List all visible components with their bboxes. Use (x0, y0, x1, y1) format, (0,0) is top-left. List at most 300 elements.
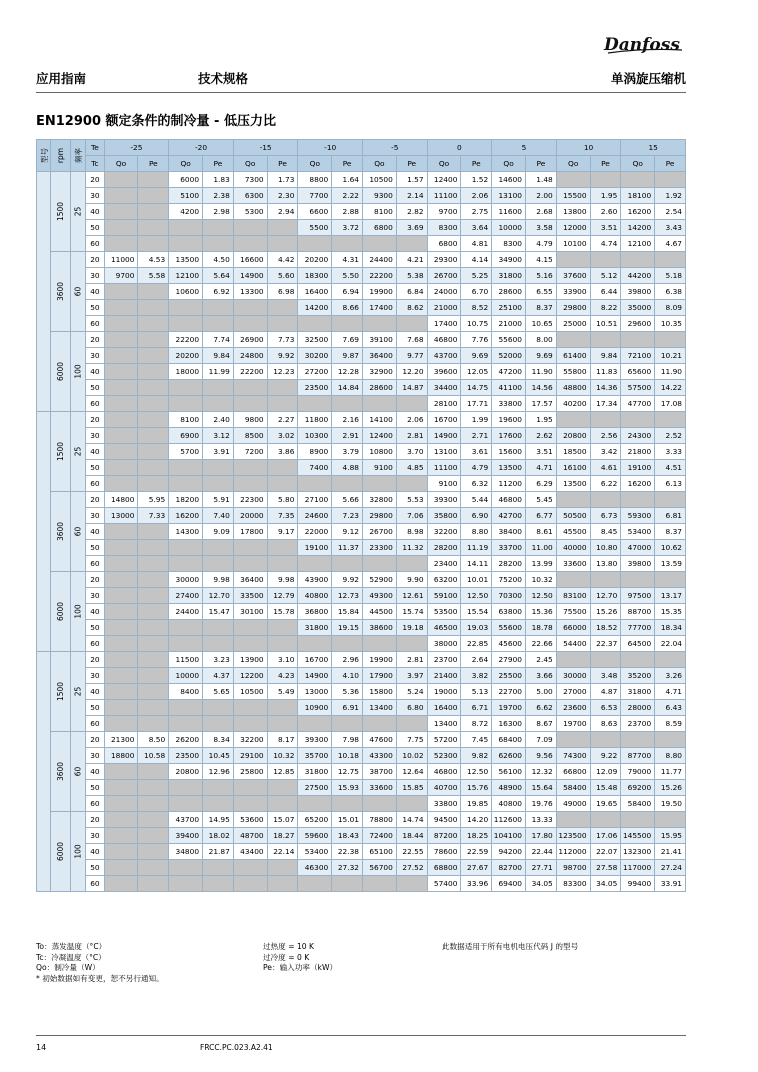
tc-cell: 20 (86, 732, 104, 748)
no-data-cell (267, 716, 298, 732)
no-data-cell (267, 556, 298, 572)
header-row-tc (37, 156, 686, 172)
qo-cell: 35700 (298, 748, 332, 764)
qo-cell: 46500 (427, 620, 461, 636)
pe-cell: 11.83 (590, 364, 621, 380)
table-row (37, 540, 686, 556)
tc-cell: 60 (86, 876, 104, 892)
qo-cell: 58400 (556, 780, 590, 796)
pe-cell: 8.98 (396, 524, 427, 540)
table-row (37, 588, 686, 604)
no-data-cell (363, 876, 397, 892)
pe-cell: 12.75 (332, 764, 363, 780)
pe-cell: 19.65 (590, 796, 621, 812)
no-data-cell (267, 636, 298, 652)
qo-cell: 22200 (169, 332, 203, 348)
table-row (37, 732, 686, 748)
qo-cell: 19100 (298, 540, 332, 556)
tc-label: Tc (86, 156, 104, 172)
qo-cell: 32200 (427, 524, 461, 540)
table-row (37, 204, 686, 220)
qo-cell: 57200 (427, 732, 461, 748)
pe-cell: 3.58 (526, 220, 557, 236)
pe-cell: 8.62 (396, 300, 427, 316)
qo-cell: 41100 (492, 380, 526, 396)
pe-cell: 4.50 (203, 252, 234, 268)
pe-cell: 8.80 (461, 524, 492, 540)
no-data-cell (332, 316, 363, 332)
table-row (37, 860, 686, 876)
qo-cell: 26700 (427, 268, 461, 284)
pe-cell: 9.69 (461, 348, 492, 364)
pe-cell: 9.87 (332, 348, 363, 364)
qo-cell: 6900 (169, 428, 203, 444)
no-data-cell (138, 796, 169, 812)
no-data-cell (590, 812, 621, 828)
qo-cell: 18500 (556, 444, 590, 460)
qo-cell: 16200 (621, 476, 655, 492)
pe-cell: 22.04 (655, 636, 686, 652)
table-row (37, 460, 686, 476)
qo-cell: 30200 (298, 348, 332, 364)
no-data-cell (298, 556, 332, 572)
pe-cell: 18.44 (396, 828, 427, 844)
no-data-cell (233, 780, 267, 796)
no-data-cell (104, 876, 138, 892)
pe-cell: 2.40 (203, 412, 234, 428)
qo-cell: 33900 (556, 284, 590, 300)
qo-cell: 47600 (363, 732, 397, 748)
qo-cell: 11000 (104, 252, 138, 268)
pe-cell: 6.92 (203, 284, 234, 300)
qo-cell: 8300 (492, 236, 526, 252)
qo-cell: 34900 (492, 252, 526, 268)
pe-cell: 17.57 (526, 396, 557, 412)
qo-cell: 38700 (363, 764, 397, 780)
tc-cell: 60 (86, 556, 104, 572)
qo-cell: 21000 (427, 300, 461, 316)
pe-cell: 4.21 (396, 252, 427, 268)
qo-cell: 40700 (427, 780, 461, 796)
pe-cell: 14.74 (396, 812, 427, 828)
table-row (37, 876, 686, 892)
pe-cell: 3.23 (203, 652, 234, 668)
qo-cell: 23500 (298, 380, 332, 396)
pe-cell: 15.54 (461, 604, 492, 620)
no-data-cell (138, 300, 169, 316)
pe-cell: 12.32 (526, 764, 557, 780)
qo-cell: 20200 (169, 348, 203, 364)
table-row (37, 284, 686, 300)
note-subcool: 过冷度 = 0 K (263, 952, 310, 962)
pe-cell: 10.01 (461, 572, 492, 588)
no-data-cell (169, 396, 203, 412)
table-row (37, 364, 686, 380)
qo-cell: 23400 (427, 556, 461, 572)
pe-cell: 5.12 (590, 268, 621, 284)
qo-cell: 38000 (427, 636, 461, 652)
qo-cell: 57500 (621, 380, 655, 396)
pe-cell: 19.18 (396, 620, 427, 636)
table-row (37, 668, 686, 684)
no-data-cell (138, 540, 169, 556)
qo-cell: 56100 (492, 764, 526, 780)
no-data-cell (169, 620, 203, 636)
table-row (37, 764, 686, 780)
pe-cell: 3.33 (655, 444, 686, 460)
pe-cell: 6.53 (590, 700, 621, 716)
qo-cell: 54400 (556, 636, 590, 652)
pe-cell: 4.87 (590, 684, 621, 700)
logo-wordmark: Danfoss (604, 35, 680, 55)
rpm-cell (51, 732, 70, 812)
pe-cell: 4.14 (461, 252, 492, 268)
no-data-cell (267, 316, 298, 332)
no-data-cell (332, 636, 363, 652)
no-data-cell (267, 620, 298, 636)
qo-cell: 46800 (492, 492, 526, 508)
qo-cell: 10000 (492, 220, 526, 236)
table-row (37, 572, 686, 588)
pe-cell: 3.26 (655, 668, 686, 684)
qo-cell: 14100 (363, 412, 397, 428)
qo-cell: 9100 (427, 476, 461, 492)
pe-cell: 6.73 (590, 508, 621, 524)
pe-cell: 10.58 (138, 748, 169, 764)
no-data-cell (267, 876, 298, 892)
danfoss-logo (602, 30, 687, 60)
qo-cell: 55600 (492, 332, 526, 348)
no-data-cell (332, 796, 363, 812)
no-data-cell (233, 300, 267, 316)
no-data-cell (138, 444, 169, 460)
no-data-cell (363, 716, 397, 732)
pe-cell: 15.74 (396, 604, 427, 620)
qo-cell: 25800 (233, 764, 267, 780)
pe-cell: 10.80 (590, 540, 621, 556)
freq-cell (70, 812, 85, 892)
no-data-cell (655, 172, 686, 188)
qo-cell: 19000 (427, 684, 461, 700)
pe-cell: 10.02 (396, 748, 427, 764)
pe-cell: 3.61 (461, 444, 492, 460)
no-data-cell (203, 796, 234, 812)
no-data-cell (233, 556, 267, 572)
qo-cell: 48800 (556, 380, 590, 396)
pe-cell: 14.75 (461, 380, 492, 396)
header-row-te (37, 140, 686, 156)
tc-cell: 20 (86, 492, 104, 508)
qo-cell: 50500 (556, 508, 590, 524)
table-row (37, 396, 686, 412)
pe-cell: 22.44 (526, 844, 557, 860)
pe-cell: 15.85 (396, 780, 427, 796)
qo-cell: 46300 (298, 860, 332, 876)
qo-cell: 13000 (298, 684, 332, 700)
no-data-cell (104, 364, 138, 380)
qo-cell: 30000 (169, 572, 203, 588)
qo-cell: 5100 (169, 188, 203, 204)
no-data-cell (104, 588, 138, 604)
qo-cell: 12400 (363, 428, 397, 444)
no-data-cell (396, 716, 427, 732)
table-row (37, 268, 686, 284)
no-data-cell (233, 380, 267, 396)
qo-cell: 22200 (233, 364, 267, 380)
qo-cell: 16600 (233, 252, 267, 268)
col-freq-label: 频率 (73, 148, 83, 163)
qo-cell: 33800 (492, 396, 526, 412)
no-data-cell (267, 380, 298, 396)
qo-cell: 45600 (492, 636, 526, 652)
note-to: To：蒸发温度（°C） (36, 942, 107, 951)
table-row (37, 412, 686, 428)
qo-cell: 23700 (427, 652, 461, 668)
no-data-cell (104, 236, 138, 252)
pe-cell: 18.43 (332, 828, 363, 844)
no-data-cell (138, 860, 169, 876)
pe-cell: 15.78 (267, 604, 298, 620)
pe-cell: 9.98 (267, 572, 298, 588)
qo-cell: 10000 (169, 668, 203, 684)
freq-cell (70, 412, 85, 492)
qo-cell: 28000 (621, 700, 655, 716)
pe-cell: 12.79 (267, 588, 298, 604)
tc-cell: 20 (86, 572, 104, 588)
qo-cell: 39800 (621, 556, 655, 572)
no-data-cell (655, 252, 686, 268)
qo-header: Qo (104, 156, 138, 172)
tc-cell: 50 (86, 700, 104, 716)
no-data-cell (267, 300, 298, 316)
pe-cell: 14.84 (332, 380, 363, 396)
qo-cell: 34800 (169, 844, 203, 860)
pe-cell: 10.75 (461, 316, 492, 332)
pe-cell: 5.16 (526, 268, 557, 284)
pe-cell: 18.02 (203, 828, 234, 844)
qo-header: Qo (427, 156, 461, 172)
model-cell (37, 412, 51, 652)
pe-cell: 4.67 (655, 236, 686, 252)
no-data-cell (104, 652, 138, 668)
tc-cell: 30 (86, 588, 104, 604)
pe-cell: 2.64 (461, 652, 492, 668)
qo-cell: 13100 (492, 188, 526, 204)
qo-cell: 21800 (621, 444, 655, 460)
no-data-cell (169, 556, 203, 572)
qo-cell: 20800 (556, 428, 590, 444)
tc-cell: 50 (86, 460, 104, 476)
pe-cell: 14.11 (461, 556, 492, 572)
no-data-cell (396, 236, 427, 252)
qo-cell: 9300 (363, 188, 397, 204)
qo-cell: 43400 (233, 844, 267, 860)
pe-cell: 8.37 (655, 524, 686, 540)
qo-cell: 22700 (492, 684, 526, 700)
freq-value: 60 (73, 526, 83, 537)
pe-header: Pe (203, 156, 234, 172)
pe-cell: 2.38 (203, 188, 234, 204)
no-data-cell (104, 300, 138, 316)
pe-cell: 22.14 (267, 844, 298, 860)
pe-cell: 3.69 (396, 220, 427, 236)
pe-cell: 10.32 (267, 748, 298, 764)
pe-cell: 6.98 (267, 284, 298, 300)
tc-cell: 50 (86, 540, 104, 556)
pe-cell: 4.53 (138, 252, 169, 268)
qo-cell: 9100 (363, 460, 397, 476)
pe-cell: 6.81 (655, 508, 686, 524)
qo-cell: 24400 (363, 252, 397, 268)
no-data-cell (104, 620, 138, 636)
freq-value: 100 (73, 364, 83, 379)
qo-cell: 132300 (621, 844, 655, 860)
rpm-cell (51, 412, 70, 492)
pe-cell: 9.82 (461, 748, 492, 764)
pe-cell: 22.38 (332, 844, 363, 860)
no-data-cell (590, 412, 621, 428)
pe-cell: 5.80 (267, 492, 298, 508)
qo-cell: 30000 (556, 668, 590, 684)
table-row (37, 476, 686, 492)
pe-cell: 4.71 (526, 460, 557, 476)
qo-cell: 65600 (621, 364, 655, 380)
qo-cell: 18800 (104, 748, 138, 764)
pe-cell: 15.47 (203, 604, 234, 620)
performance-table (36, 139, 686, 892)
qo-cell: 55800 (556, 364, 590, 380)
rpm-value: 6000 (56, 361, 66, 382)
pe-cell: 12.50 (526, 588, 557, 604)
no-data-cell (104, 188, 138, 204)
no-data-cell (138, 652, 169, 668)
no-data-cell (590, 172, 621, 188)
table-row (37, 796, 686, 812)
pe-cell: 4.71 (655, 684, 686, 700)
pe-cell: 14.22 (655, 380, 686, 396)
qo-cell: 112600 (492, 812, 526, 828)
qo-cell: 24800 (233, 348, 267, 364)
pe-cell: 3.79 (332, 444, 363, 460)
qo-cell: 55600 (492, 620, 526, 636)
qo-cell: 30100 (233, 604, 267, 620)
no-data-cell (233, 636, 267, 652)
pe-cell: 8.66 (332, 300, 363, 316)
pe-cell: 10.18 (332, 748, 363, 764)
pe-cell: 12.73 (332, 588, 363, 604)
no-data-cell (203, 780, 234, 796)
no-data-cell (590, 652, 621, 668)
no-data-cell (104, 572, 138, 588)
no-data-cell (104, 812, 138, 828)
pe-header: Pe (590, 156, 621, 172)
no-data-cell (104, 348, 138, 364)
pe-cell: 2.68 (526, 204, 557, 220)
note-disclaimer: * 初始数据如有变更，恕不另行通知。 (36, 973, 164, 983)
qo-cell: 42700 (492, 508, 526, 524)
no-data-cell (267, 236, 298, 252)
qo-cell: 25500 (492, 668, 526, 684)
no-data-cell (556, 572, 590, 588)
pe-cell: 5.25 (461, 268, 492, 284)
tc-cell: 60 (86, 716, 104, 732)
qo-cell: 20000 (233, 508, 267, 524)
qo-cell: 53400 (298, 844, 332, 860)
qo-cell: 75200 (492, 572, 526, 588)
no-data-cell (203, 716, 234, 732)
qo-cell: 98700 (556, 860, 590, 876)
pe-cell: 27.52 (396, 860, 427, 876)
pe-cell: 9.69 (526, 348, 557, 364)
qo-cell: 13000 (104, 508, 138, 524)
no-data-cell (138, 364, 169, 380)
pe-cell: 2.88 (332, 204, 363, 220)
pe-cell: 7.68 (396, 332, 427, 348)
page-title: EN12900 额定条件的制冷量 - 低压力比 (36, 114, 276, 129)
pe-header: Pe (267, 156, 298, 172)
qo-cell: 13900 (233, 652, 267, 668)
no-data-cell (396, 556, 427, 572)
qo-cell: 77700 (621, 620, 655, 636)
no-data-cell (267, 460, 298, 476)
pe-cell: 18.27 (267, 828, 298, 844)
pe-cell: 5.53 (396, 492, 427, 508)
pe-cell: 8.34 (203, 732, 234, 748)
table-row (37, 172, 686, 188)
pe-cell: 9.77 (396, 348, 427, 364)
no-data-cell (556, 652, 590, 668)
pe-cell: 2.16 (332, 412, 363, 428)
pe-cell: 19.15 (332, 620, 363, 636)
qo-cell: 59300 (621, 508, 655, 524)
no-data-cell (104, 716, 138, 732)
pe-cell: 1.92 (655, 188, 686, 204)
no-data-cell (267, 220, 298, 236)
no-data-cell (233, 460, 267, 476)
pe-cell: 8.00 (526, 332, 557, 348)
rpm-cell (51, 252, 70, 332)
qo-cell: 12000 (556, 220, 590, 236)
table-row (37, 252, 686, 268)
qo-cell: 18100 (621, 188, 655, 204)
no-data-cell (233, 476, 267, 492)
qo-cell: 79000 (621, 764, 655, 780)
pe-cell: 12.64 (396, 764, 427, 780)
no-data-cell (104, 860, 138, 876)
no-data-cell (590, 572, 621, 588)
qo-cell: 33600 (363, 780, 397, 796)
freq-cell (70, 252, 85, 332)
qo-cell: 47700 (621, 396, 655, 412)
no-data-cell (138, 588, 169, 604)
pe-cell: 1.64 (332, 172, 363, 188)
freq-cell (70, 652, 85, 732)
qo-cell: 21300 (104, 732, 138, 748)
tc-cell: 30 (86, 188, 104, 204)
qo-cell: 88700 (621, 604, 655, 620)
qo-cell: 10500 (233, 684, 267, 700)
table-row (37, 684, 686, 700)
pe-cell: 14.36 (590, 380, 621, 396)
qo-cell: 94200 (492, 844, 526, 860)
qo-cell: 39600 (427, 364, 461, 380)
pe-cell: 4.15 (526, 252, 557, 268)
pe-cell: 15.95 (655, 828, 686, 844)
table-row (37, 332, 686, 348)
pe-cell: 10.45 (203, 748, 234, 764)
qo-cell: 62600 (492, 748, 526, 764)
no-data-cell (363, 236, 397, 252)
